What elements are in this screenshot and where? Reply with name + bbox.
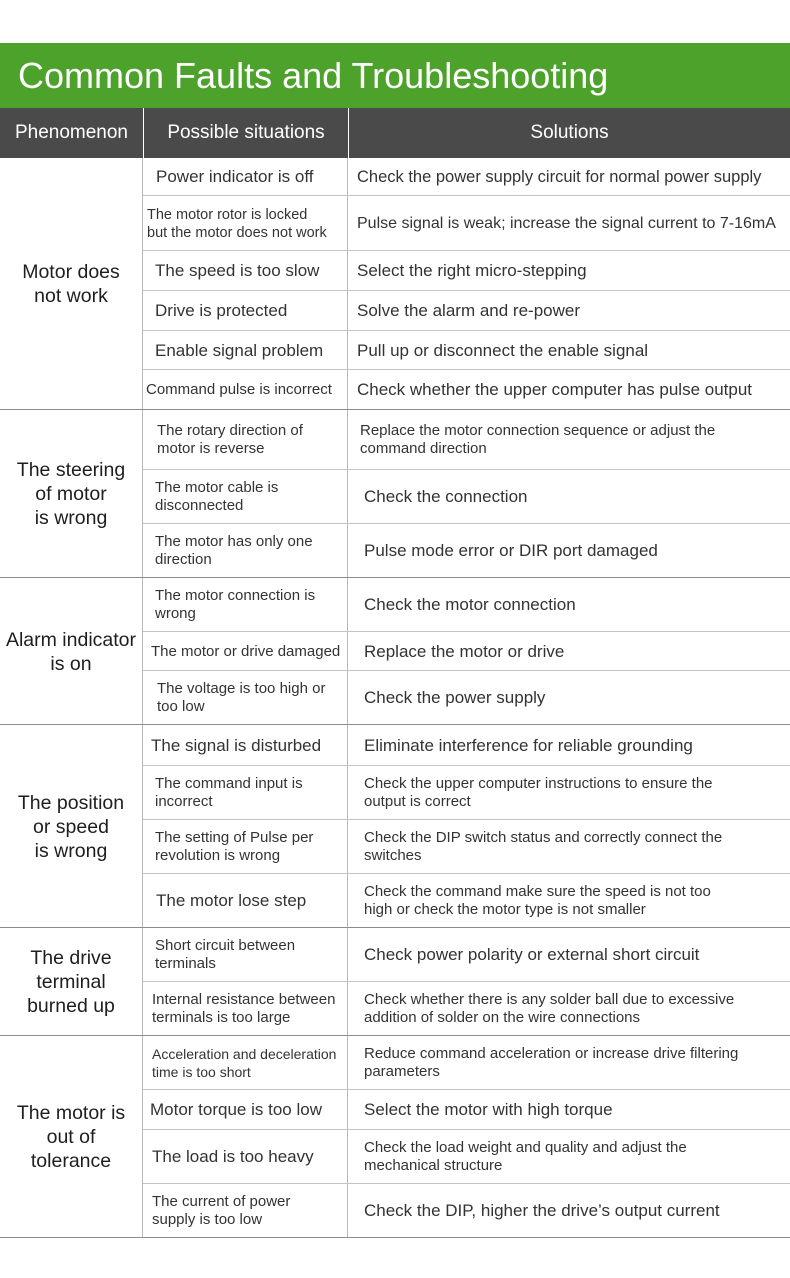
situation-cell: The speed is too slow [155, 261, 320, 280]
situation-cell: Short circuit between terminals [155, 937, 296, 972]
solution-cell: Pulse signal is weak; increase the signal current to 7-16mA [357, 214, 776, 232]
solution-cell: Replace the motor connection sequence or adjust the command direction [360, 422, 716, 457]
solution-cell: Solve the alarm and re-power [357, 301, 581, 320]
solution-cell: Pull up or disconnect the enable signal [357, 340, 649, 360]
situation-cell: Internal resistance between terminals is too large [152, 991, 336, 1026]
phenomenon-cell: The position or speed is wrong [17, 791, 125, 862]
solution-cell: Check the power supply [364, 688, 546, 707]
phenomenon-cell: Alarm indicator is on [5, 628, 137, 675]
solution-cell: Check whether the upper computer has pulse output [357, 380, 753, 399]
solution-cell: Check the upper computer instructions to ensure the output is correct [364, 775, 713, 810]
situation-cell: The load is too heavy [152, 1147, 314, 1166]
phenomenon-cell: Motor does not work [22, 261, 120, 307]
group-divider [0, 1237, 790, 1238]
solution-cell: Check whether there is any solder ball due to excessive addition of solder on the wire connections [364, 991, 735, 1026]
situation-cell: The command input is incorrect [155, 775, 303, 810]
situation-cell: The current of power supply is too low [152, 1193, 291, 1228]
header-possible-situations: Possible situations [143, 108, 348, 158]
solution-cell: Check the load weight and quality and adjust the mechanical structure [364, 1139, 687, 1174]
solution-cell: Check the motor connection [364, 595, 576, 614]
situation-cell: Power indicator is off [156, 167, 314, 186]
solution-cell: Eliminate interference for reliable grounding [364, 735, 693, 755]
header-solutions: Solutions [348, 108, 790, 158]
situation-cell: Drive is protected [155, 301, 288, 320]
title-banner [0, 43, 790, 108]
situation-cell: The motor has only one direction [155, 533, 313, 568]
situation-cell: The motor cable is disconnected [155, 479, 279, 514]
situation-cell: The motor or drive damaged [151, 642, 341, 660]
phenomenon-cell: The steering of motor is wrong [16, 459, 126, 529]
solution-cell: Replace the motor or drive [364, 641, 565, 661]
solution-cell: Reduce command acceleration or increase drive filtering parameters [364, 1045, 739, 1080]
solution-cell: Check the command make sure the speed is not too high or check the motor type is not smaller [364, 883, 711, 918]
header-phenomenon: Phenomenon [0, 108, 143, 158]
situation-cell: The motor lose step [156, 891, 307, 910]
situation-cell: Acceleration and deceleration time is too short [152, 1046, 337, 1080]
situation-cell: Command pulse is incorrect [146, 381, 332, 398]
situation-cell: Motor torque is too low [150, 1100, 322, 1119]
solution-cell: Select the right micro-stepping [357, 261, 587, 280]
situation-cell: The signal is disturbed [151, 735, 322, 755]
solution-cell: Check the DIP switch status and correctly connect the switches [364, 829, 723, 864]
page-title: Common Faults and Troubleshooting [18, 55, 609, 96]
situation-cell: The rotary direction of motor is reverse [157, 422, 303, 457]
situation-cell: Enable signal problem [155, 340, 324, 360]
solution-cell: Check the DIP, higher the drive’s output current [364, 1201, 720, 1220]
situation-cell: The motor rotor is locked but the motor does not work [147, 206, 327, 241]
solution-cell: Check power polarity or external short circuit [364, 945, 700, 964]
situation-cell: The motor connection is wrong [155, 587, 316, 622]
phenomenon-cell: The drive terminal burned up [27, 947, 115, 1017]
situation-cell: The voltage is too high or too low [157, 680, 326, 715]
solution-cell: Pulse mode error or DIR port damaged [364, 541, 658, 560]
solution-cell: Check the connection [364, 487, 528, 506]
phenomenon-cell: The motor is out of tolerance [16, 1102, 126, 1172]
solution-cell: Check the power supply circuit for normal power supply [357, 168, 762, 186]
solution-cell: Select the motor with high torque [364, 1100, 613, 1119]
situation-cell: The setting of Pulse per revolution is wrong [155, 829, 314, 864]
